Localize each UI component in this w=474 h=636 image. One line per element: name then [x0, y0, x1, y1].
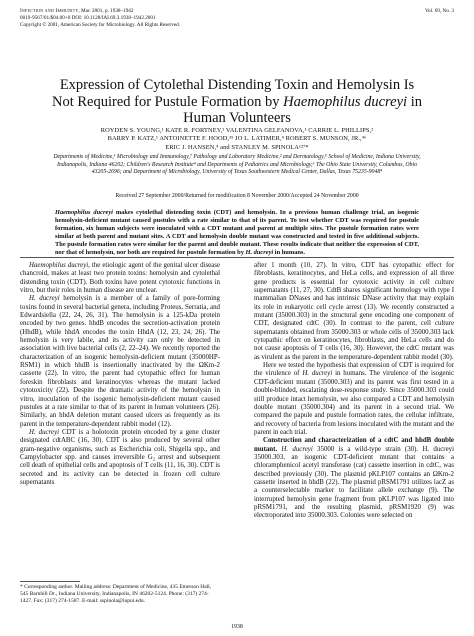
affiliations: Departments of Medicine,¹ Microbiology and Immunology,⁷ Pathology and Laboratory Medicine,² and Dermatology,⁵ School of Medicine, Indiana University, Indianapolis, Indiana 46202; Children's Research Institute⁴ and Departments of Pediatrics and Microbiology,⁶ The Ohio State University, Columbus, Ohio 43205-2696; and Department of Microbiology, University of Texas Southwestern Medical Center, Dallas, Texas 75235-9048⁴	[53, 154, 421, 176]
paragraph	[20, 262, 220, 295]
organism-name: H. ducreyi	[29, 295, 60, 303]
paragraph: after 1 month (10, 27). In vitro, CDT has cytopathic effect for fibroblasts, keratinocytes, and HeLa cells, and expression of all three gene products is essential for cytotoxic activity in cell culture supernatants (11, 27, 30). CdtB shares significant homology with type I mammalian DNases and has intrinsic DNase activity that may explain its role in eukaryotic cell cycle arrest (13). We recently constructed a mutant (35000.303) in the structural gene encoding one component of CDT, designated cdtC (30). In contrast to the parent, cell culture supernatants obtained from 35000.303 or whole cells of 35000.303 lack cytopathic effect on keratinocytes, fibroblasts, and HeLa cells and do not cause apoptosis of T cells (16, 30). However, the cdtC mutant was as virulent as the parent in the temperature-dependent rabbit model (30).	[254, 262, 454, 361]
paragraph-text: 35000 is a wild-type strain (30). H. ducreyi 35000.303, an isogenic CDT-deficient mutant that contains a chloramphenicol acetyl transferase (cat) cassette insertion in cdtC, was described previously (30). The plasmid pKLP107 contains an ΩKm-2 cassette inserted in hhdB (22). The plasmid pRSM1791 utilizes lacZ as a counterselectable marker to facilitate allele exchange (9). The interrupted hemolysin gene fragment from pKLP107 was ligated into pRSM1791, and the resulting plasmid, pRSM1920 (9) was electroporated into 35000.303. Colonies were selected on	[254, 445, 454, 520]
paragraph-text: in humans. The virulence of the isogenic CDT-deficient mutant (35000.303) and its parent was first tested in a double-blinded, escalating dose-response study. Since 35000.303 could still produce intact hemolysin, we also compared a CDT and hemolysin double mutant (35000.304) and its parent in a second trial. We compared the papule and pustule formation rates, the cellular infiltrate, and recovery of bacteria from lesions inoculated with the mutant and the parent in each trial.	[254, 370, 455, 436]
abstract	[55, 209, 419, 257]
title-line-1: Expression of Cytolethal Distending Toxin and Hemolysin Is	[59, 77, 415, 93]
title-line-2	[40, 94, 434, 111]
page-number: 1938	[231, 624, 243, 630]
section-heading: Construction and characterization of a cdtC and hhdB double mutant.	[254, 437, 454, 453]
journal-citation	[20, 8, 134, 15]
paragraph	[254, 362, 454, 437]
author-line-2: BARRY P. KATZ,¹ ANTOINETTE F. HOOD,³⁵ JO L. LATIMER,⁴ ROBERT S. MUNSON, JR.,⁴⁶	[107, 135, 367, 143]
organism-name: Haemophilus ducreyi	[29, 262, 89, 269]
body-column-left	[20, 262, 220, 487]
organism-name: H. ducreyi	[302, 370, 333, 378]
organism-name: H. ducreyi	[29, 428, 60, 436]
title-line-3: Human Volunteers	[183, 110, 291, 126]
volume-number: Vol. 69, No. 3	[424, 8, 454, 14]
journal-header	[20, 8, 454, 29]
corresponding-author-footnote: * Corresponding author. Mailing address: Department of Medicine, 435 Emerson Hall, 545 Barnhill Dr., Indiana University, Indianapolis, IN 46202-5124. Phone: (317) 274-1427. Fax: (317) 274-1587. E-mail: sspinola@iupui.edu.	[20, 584, 212, 604]
received-dates: Received 27 September 2000/Returned for modification 8 November 2000/Accepted 24 November 2000	[115, 193, 359, 199]
issue-date: , Mar. 2001, p. 1938–1942	[78, 8, 134, 14]
author-list	[44, 127, 430, 152]
organism-name: H. ducreyi	[277, 445, 313, 453]
section-divider	[20, 257, 454, 258]
paragraph-text: CDT is a holotoxin protein encoded by a gene cluster designated cdtABC (16, 30). CDT is also produced by several other gram-negative organisms, such as Escherichia coli, Shigella spp., and Campylobacter spp. and causes irreversible G₂ arrest and subsequent cell death of epithelial cells and apoptosis of T cells (11, 16, 30). CDT is secreted and its activity can be detected in frozen cell culture supernatants	[20, 428, 220, 486]
article-title	[40, 77, 434, 127]
journal-name: Infection and Immunity	[20, 8, 79, 14]
abstract-organism: Haemophilus ducreyi	[55, 209, 113, 216]
body-column-right	[254, 262, 454, 521]
author-line-3: ERIC J. HANSEN,⁴ and STANLEY M. SPINOLA¹²⁷*	[165, 143, 309, 151]
footnote-divider	[20, 581, 80, 582]
title-text: Not Required for Pustule Formation by	[52, 93, 284, 110]
paragraph-text: Here we tested the hypothesis that expression of CDT is required for the virulence of	[254, 362, 454, 378]
paragraph-text: , the etiologic agent of the genital ulcer disease chancroid, makes at least two protein toxins: hemolysin and cytolethal distending toxin (CDT). Both toxins have potent cytotoxic functions in vitro, but their roles in human disease are unclear.	[20, 262, 220, 295]
title-organism: Haemophilus ducreyi	[283, 93, 408, 110]
copyright-line: Copyright © 2001, American Society for Microbiology. All Rights Reserved.	[20, 22, 181, 28]
paragraph	[20, 295, 220, 429]
title-text: in	[407, 93, 422, 110]
paragraph	[254, 437, 454, 520]
author-line-1: ROYDEN S. YOUNG,¹ KATE R. FORTNEY,¹ VALENTINA GELFANOVA,¹ CARRIE L. PHILLIPS,²	[100, 127, 374, 134]
paragraph	[20, 429, 220, 487]
abstract-text: in humans.	[273, 249, 305, 257]
abstract-text: makes cytolethal distending toxin (CDT) and hemolysin. In a previous human challenge trial, an isogenic hemolysin-deficient mutant caused pustules with a rate similar to that of its parent. To test whether CDT was required for pustule formation, six human subjects were inoculated with a CDT mutant and parent at multiple sites. The pustule formation rates were similar at both parent and mutant sites. A CDT and hemolysin double mutant was constructed and tested in five additional subjects. The pustule formation rates were similar for the parent and double mutant. These results indicate that neither the expression of CDT, nor that of hemolysin, nor both are required for pustule formation by	[55, 209, 419, 257]
issn-doi: 0019-9567/01/$04.00+0 DOI: 10.1128/IAI.69.3.1938–1942.2001	[20, 15, 156, 21]
paragraph-text: hemolysin is a member of a family of pore-forming toxins found in several bacterial genera, including Proteus, Serratia, and Edwardsiella (22, 24, 26, 31). The hemolysin is a 125-kDa protein encoded by two genes. hhdB encodes the secretion-activation protein (HhdB), while hhdA encodes the toxin HhdA (12, 23, 24, 26). The hemolysin is very labile, and its activity can only be detected in association with live bacterial cells (2, 22–24). We recently reported the characterization of an isogenic hemolysin-deficient mutant (35000HP-RSM1) in which hhdB is insertionally inactivated by the ΩKm-2 cassette (22). In vitro, the parent had cytopathic effect for human foreskin fibroblasts and keratinocytes whereas the mutant lacked cytotoxicity (22). Despite the dramatic activity of the hemolysin in vitro, inoculation of the isogenic hemolysin-deficient mutant caused pustules at a rate similar to that of its parent in human volunteers (26). Similarly, an hhdA deletion mutant caused ulcers as frequently as its parent in the temperature-dependent rabbit model (12).	[20, 295, 221, 428]
abstract-organism: H. ducreyi	[245, 249, 274, 257]
